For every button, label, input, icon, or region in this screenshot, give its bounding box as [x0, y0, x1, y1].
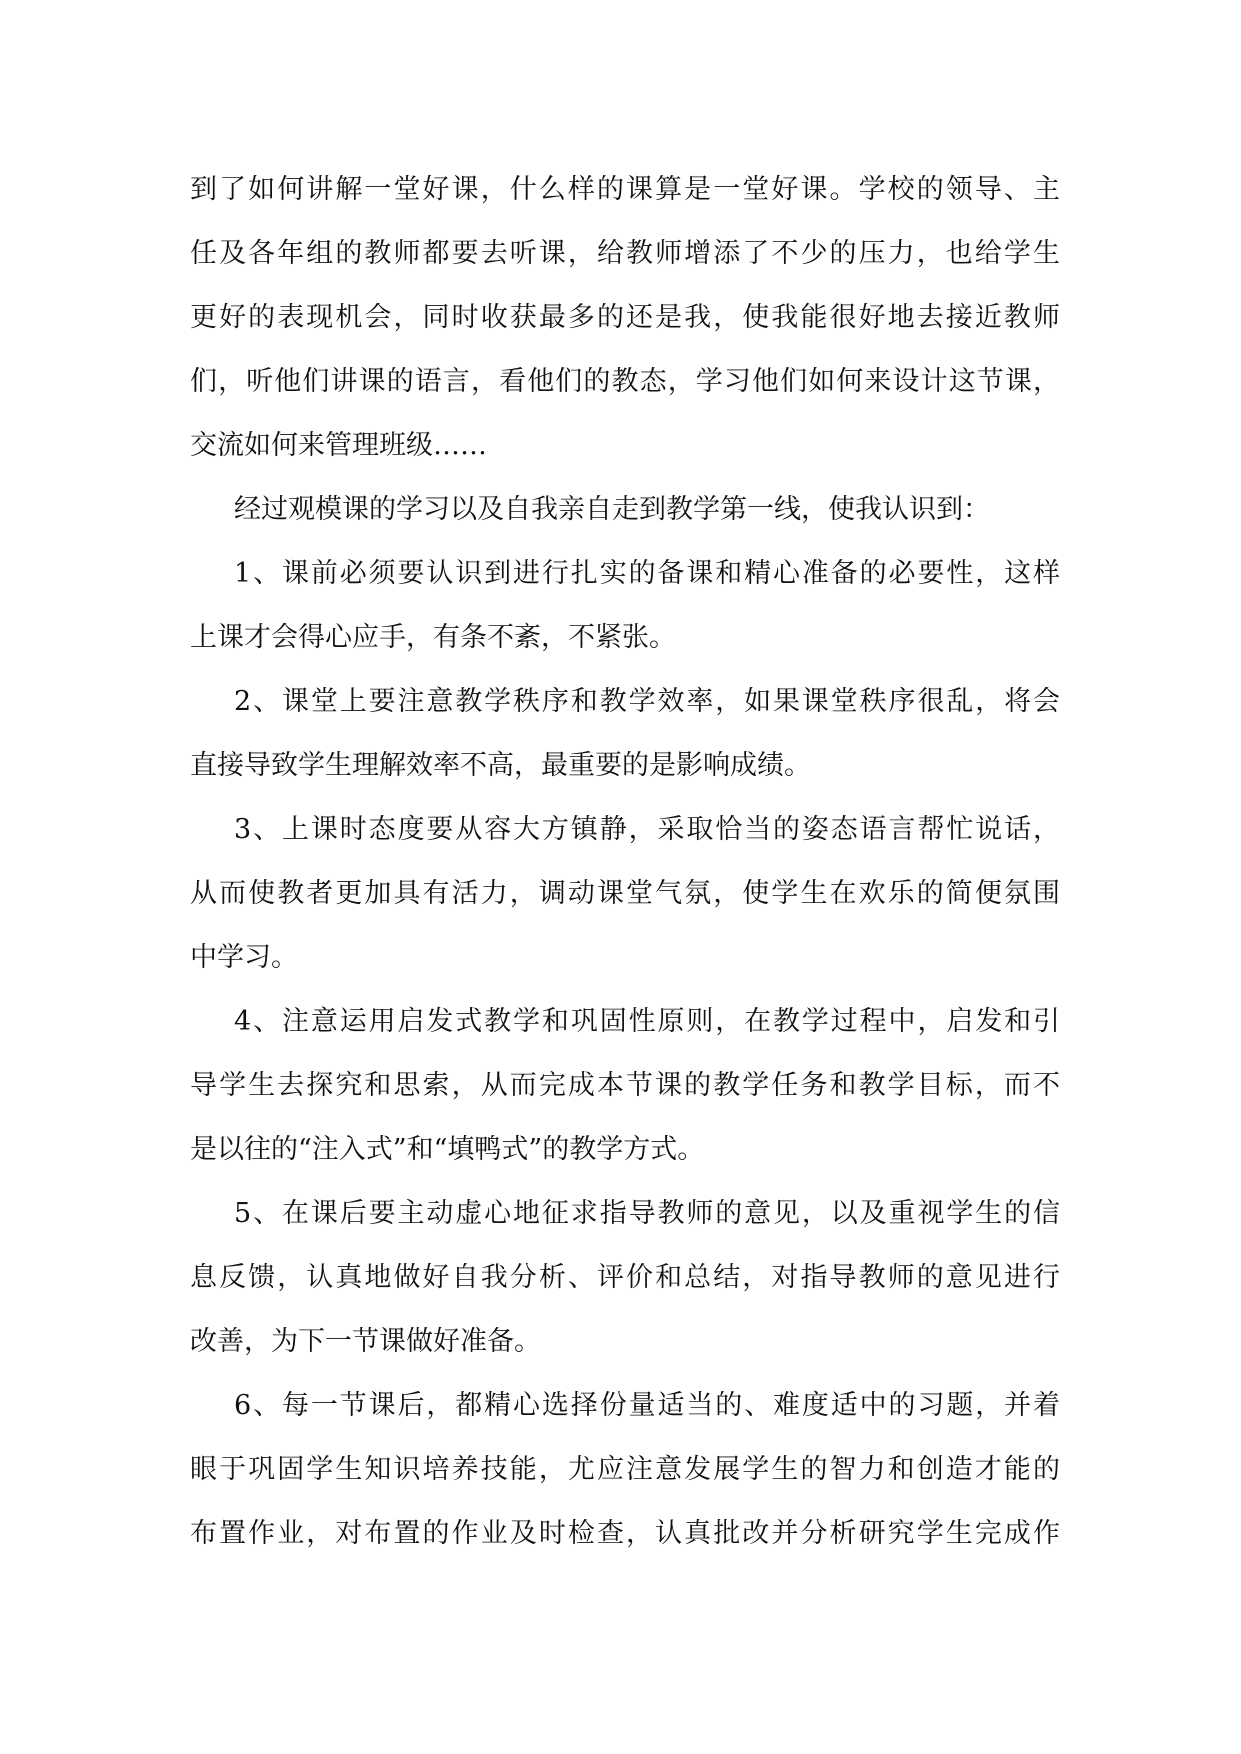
text-line: 直接导致学生理解效率不高，最重要的是影响成绩。 [190, 750, 811, 781]
list-item-6 [190, 1374, 1060, 1566]
paragraph-intro [190, 478, 1060, 542]
text-line: 眼于巩固学生知识培养技能，尤应注意发展学生的智力和创造才能的 [190, 1454, 1060, 1485]
paragraph-continuation [190, 158, 1060, 478]
text-line: 6、每一节课后，都精心选择份量适当的、难度适中的习题，并着 [234, 1390, 1060, 1421]
list-item-1 [190, 542, 1060, 670]
text-line: 3、上课时态度要从容大方镇静，采取恰当的姿态语言帮忙说话， [234, 814, 1060, 845]
text-line: 从而使教者更加具有活力，调动课堂气氛，使学生在欢乐的简便氛围 [190, 878, 1060, 909]
text-line: 布置作业，对布置的作业及时检查，认真批改并分析研究学生完成作 [190, 1518, 1060, 1549]
text-line: 交流如何来管理班级…… [190, 430, 487, 461]
list-item-4 [190, 990, 1060, 1182]
list-item-5 [190, 1182, 1060, 1374]
text-line: 4、注意运用启发式教学和巩固性原则，在教学过程中，启发和引 [234, 1006, 1060, 1037]
text-line: 任及各年组的教师都要去听课，给教师增添了不少的压力，也给学生 [190, 238, 1060, 269]
text-line: 改善，为下一节课做好准备。 [190, 1326, 541, 1357]
text-line: 们，听他们讲课的语言，看他们的教态，学习他们如何来设计这节课， [190, 366, 1060, 397]
list-item-2 [190, 670, 1060, 798]
document-body [190, 158, 1060, 1566]
text-line: 经过观模课的学习以及自我亲自走到教学第一线，使我认识到： [234, 494, 990, 525]
text-line: 5、在课后要主动虚心地征求指导教师的意见，以及重视学生的信 [234, 1198, 1060, 1229]
text-line: 到了如何讲解一堂好课，什么样的课算是一堂好课。学校的领导、主 [190, 174, 1060, 205]
text-line: 中学习。 [190, 942, 298, 973]
list-item-3 [190, 798, 1060, 990]
text-line: 更好的表现机会，同时收获最多的还是我，使我能很好地去接近教师 [190, 302, 1060, 333]
text-line: 是以往的“注入式”和“填鸭式”的教学方式。 [190, 1134, 705, 1165]
text-line: 1、课前必须要认识到进行扎实的备课和精心准备的必要性，这样 [234, 558, 1060, 589]
text-line: 导学生去探究和思索，从而完成本节课的教学任务和教学目标，而不 [190, 1070, 1060, 1101]
text-line: 2、课堂上要注意教学秩序和教学效率，如果课堂秩序很乱，将会 [234, 686, 1060, 717]
text-line: 上课才会得心应手，有条不紊，不紧张。 [190, 622, 676, 653]
text-line: 息反馈，认真地做好自我分析、评价和总结，对指导教师的意见进行 [190, 1262, 1060, 1293]
